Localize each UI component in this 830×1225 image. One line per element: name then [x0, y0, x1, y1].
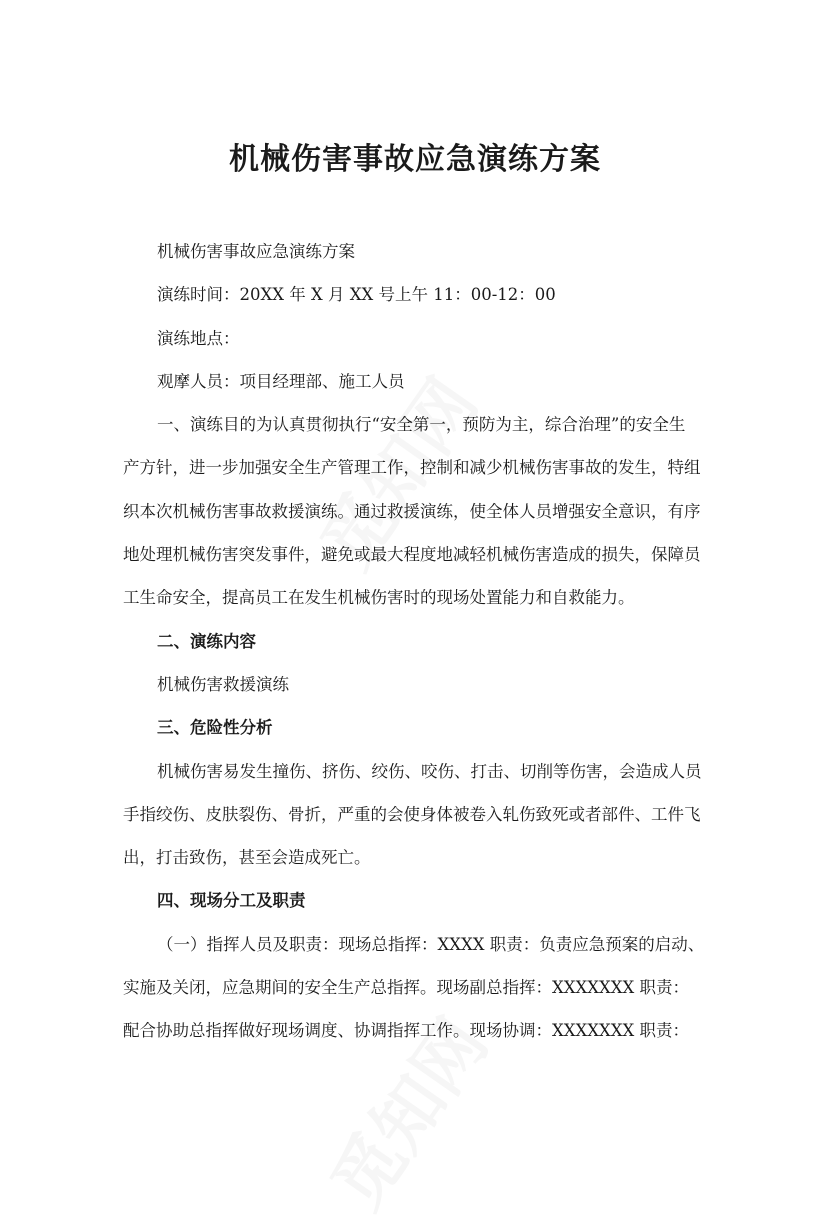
paragraph [123, 663, 723, 706]
paragraph [123, 403, 723, 619]
paragraph [123, 923, 723, 1053]
text-line: 地处理机械伤害突发事件，避免或最大程度地减轻机械伤害造成的损失，保障员 [123, 545, 701, 565]
paragraph [123, 360, 723, 403]
text-line: （一）指挥人员及职责：现场总指挥：XXXX 职责：负责应急预案的启动、 [157, 934, 705, 954]
paragraph [123, 750, 723, 880]
paragraph [123, 230, 723, 273]
document-body [123, 230, 723, 1053]
text-line: 机械伤害易发生撞伤、挤伤、绞伤、咬伤、打击、切削等伤害，会造成人员 [157, 761, 702, 781]
text-line: 演练时间：20XX 年 X 月 XX 号上午 11：00-12：00 [157, 285, 556, 305]
text-line: 一、演练目的为认真贯彻执行“安全第一，预防为主，综合治理”的安全生 [157, 415, 686, 435]
document-title: 机械伤害事故应急演练方案 [229, 142, 601, 178]
text-line: 工生命安全，提高员工在发生机械伤害时的现场处置能力和自救能力。 [123, 588, 635, 608]
section-heading [123, 706, 723, 749]
text-line: 产方针，进一步加强安全生产管理工作，控制和减少机械伤害事故的发生，特组 [123, 458, 701, 478]
section-heading [123, 620, 723, 663]
text-line: 出，打击致伤，甚至会造成死亡。 [123, 848, 371, 868]
text-line: 三、危险性分析 [157, 718, 273, 738]
text-line: 二、演练内容 [157, 631, 256, 651]
paragraph [123, 317, 723, 360]
paragraph [123, 273, 723, 316]
text-line: 手指绞伤、皮肤裂伤、骨折，严重的会使身体被卷入轧伤致死或者部件、工件飞 [123, 804, 701, 824]
text-line: 实施及关闭，应急期间的安全生产总指挥。现场副总指挥：XXXXXXX 职责： [123, 978, 689, 998]
text-line: 四、现场分工及职责 [157, 891, 306, 911]
section-heading [123, 879, 723, 922]
text-line: 配合协助总指挥做好现场调度、协调指挥工作。现场协调：XXXXXXX 职责： [123, 1021, 689, 1041]
text-line: 演练地点： [157, 328, 240, 348]
text-line: 机械伤害事故应急演练方案 [157, 242, 355, 261]
text-line: 观摩人员：项目经理部、施工人员 [157, 371, 405, 391]
text-line: 机械伤害救援演练 [157, 674, 289, 694]
text-line: 织本次机械伤害事故救援演练。通过救援演练，使全体人员增强安全意识，有序 [123, 501, 701, 521]
